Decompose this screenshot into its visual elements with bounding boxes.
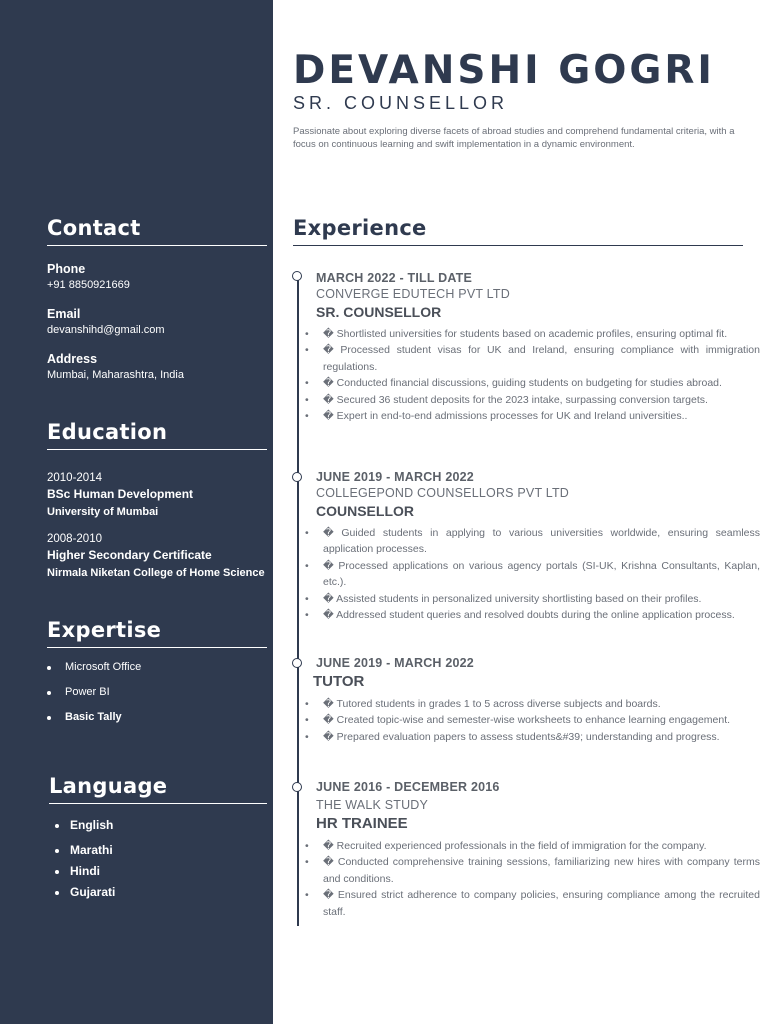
job-entry	[300, 470, 760, 623]
education-school: Nirmala Niketan College of Home Science	[47, 567, 265, 579]
job-bullets	[300, 838, 760, 920]
email-value: devanshihd@gmail.com	[47, 324, 165, 336]
job-bullet: • � Created topic-wise and semester-wise worksheets to enhance learning engagement.	[300, 712, 760, 728]
job-date: JUNE 2019 - MARCH 2022	[316, 656, 474, 670]
job-date: MARCH 2022 - TILL DATE	[316, 271, 473, 285]
expertise-item: Power BI	[47, 686, 267, 698]
job-bullet: • � Expert in end-to-end admissions processes for UK and Ireland universities..	[300, 408, 760, 424]
expertise-heading: Expertise	[47, 618, 267, 648]
job-company: CONVERGE EDUTECH PVT LTD	[316, 287, 510, 301]
education-degree: Higher Secondary Certificate	[47, 548, 212, 562]
timeline-line	[297, 276, 299, 926]
education-item	[47, 472, 267, 518]
timeline-dot	[292, 782, 302, 792]
expertise-section	[47, 618, 267, 736]
sidebar	[0, 0, 273, 1024]
job-bullet: • � Processed applications on various agency portals (SI-UK, Krishna Consultants, Kaplan, etc.).	[300, 558, 760, 591]
job-bullet: • � Conducted comprehensive training sessions, familiarizing new hires with company terms and conditions.	[300, 854, 760, 887]
email-label: Email	[47, 307, 81, 321]
job-bullet: • � Shortlisted universities for students based on academic profiles, ensuring optimal fit.	[300, 326, 760, 342]
job-bullet: • � Guided students in applying to various universities worldwide, ensuring seamless application processes.	[300, 525, 760, 558]
job-bullet: • � Recruited experienced professionals in the field of immigration for the company.	[300, 838, 760, 854]
expertise-item: Microsoft Office	[47, 661, 267, 673]
education-school: University of Mumbai	[47, 506, 159, 518]
job-date: JUNE 2019 - MARCH 2022	[316, 470, 474, 484]
job-bullet: • � Ensured strict adherence to company policies, ensuring compliance among the recruited staff.	[300, 887, 760, 920]
education-years: 2008-2010	[47, 533, 102, 545]
education-years: 2010-2014	[47, 472, 102, 484]
education-section	[47, 420, 267, 579]
expertise-item: Basic Tally	[47, 711, 267, 723]
job-bullets	[300, 525, 760, 623]
language-item: Hindi	[49, 864, 267, 878]
language-section	[49, 774, 267, 906]
timeline-dot	[292, 271, 302, 281]
timeline-dot	[292, 472, 302, 482]
job-date: JUNE 2016 - DECEMBER 2016	[316, 780, 500, 794]
job-company: COLLEGEPOND COUNSELLORS PVT LTD	[316, 486, 570, 500]
job-title: TUTOR	[313, 673, 365, 690]
education-item	[47, 533, 267, 579]
phone-label: Phone	[47, 262, 86, 276]
expertise-list	[47, 661, 267, 723]
job-bullet: • � Tutored students in grades 1 to 5 across diverse subjects and boards.	[300, 696, 760, 712]
candidate-role: SR. COUNSELLOR	[293, 93, 509, 113]
language-heading: Language	[49, 774, 267, 804]
language-item: English	[49, 818, 267, 832]
job-bullet: • � Conducted financial discussions, guiding students on budgeting for studies abroad.	[300, 375, 760, 391]
language-item: Marathi	[49, 843, 267, 857]
phone-value: +91 8850921669	[47, 279, 130, 291]
job-bullets	[300, 326, 760, 424]
job-bullet: • � Addressed student queries and resolved doubts during the online application process.	[300, 607, 760, 623]
job-title: SR. COUNSELLOR	[316, 304, 442, 320]
profile-summary: Passionate about exploring diverse facets of abroad studies and comprehend fundamental criteria, with a focus on continuous learning and swift implementation in a dynamic environment.	[293, 126, 735, 150]
job-bullet: • � Processed student visas for UK and Ireland, ensuring compliance with immigration regulations.	[300, 342, 760, 375]
address-label: Address	[47, 352, 98, 366]
job-bullets	[300, 696, 760, 745]
language-list	[49, 818, 267, 899]
job-entry	[300, 780, 760, 920]
job-title: COUNSELLOR	[316, 503, 414, 519]
job-entry	[300, 656, 760, 745]
contact-section	[47, 216, 267, 381]
job-entry	[300, 271, 760, 424]
education-degree: BSc Human Development	[47, 487, 194, 501]
language-item: Gujarati	[49, 885, 267, 899]
job-bullet: • � Assisted students in personalized university shortlisting based on their profiles.	[300, 591, 760, 607]
job-bullet: • � Secured 36 student deposits for the 2023 intake, surpassing conversion targets.	[300, 392, 760, 408]
job-title: HR TRAINEE	[316, 815, 408, 832]
timeline-dot	[292, 658, 302, 668]
education-heading: Education	[47, 420, 267, 450]
job-company: THE WALK STUDY	[316, 798, 429, 812]
job-bullet: • � Prepared evaluation papers to assess students&#39; understanding and progress.	[300, 729, 760, 745]
address-value: Mumbai, Maharashtra, India	[47, 369, 184, 381]
contact-heading: Contact	[47, 216, 267, 246]
experience-heading: Experience	[293, 216, 743, 246]
candidate-name: DEVANSHI GOGRI	[293, 48, 715, 93]
